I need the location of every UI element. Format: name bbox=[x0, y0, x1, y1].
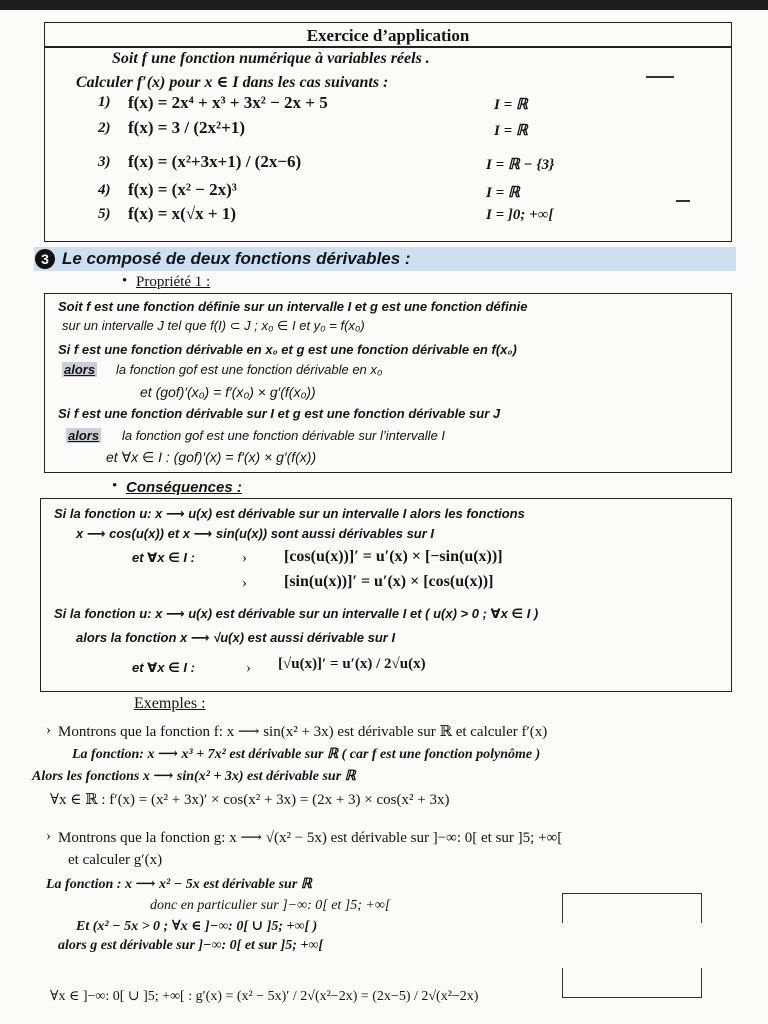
section-number: 3 bbox=[35, 249, 55, 269]
property-line-3: Si f est une fonction dérivable en x₀ et g est une fonction dérivable en f(x₀) bbox=[58, 342, 517, 357]
property-line-7: la fonction gof est une fonction dérivable sur l’intervalle I bbox=[122, 428, 446, 443]
property-alors-1: alors bbox=[64, 362, 96, 377]
item-5-number: 5) bbox=[98, 206, 111, 222]
right-dash bbox=[676, 200, 690, 202]
title-divider bbox=[44, 46, 732, 48]
side-dash bbox=[646, 76, 674, 78]
consequence-line-8: et ∀x ∈ I : bbox=[132, 660, 195, 675]
consequence-line-1: Si la fonction u: x ⟶ u(x) est dérivable sur un intervalle I alors les fonctions bbox=[54, 506, 525, 521]
consequence-arrow-3: › bbox=[246, 660, 251, 676]
consequence-line-9: [√u(x)]′ = u′(x) / 2√u(x) bbox=[278, 656, 426, 672]
example-line-10: alors g est dérivable sur ]−∞: 0[ et sur ]5; +∞[ bbox=[58, 938, 324, 953]
property-line-1: Soit f est une fonction définie sur un intervalle I et g est une fonction définie bbox=[58, 299, 528, 314]
example-line-1: Montrons que la fonction f: x ⟶ sin(x² + 3x) est dérivable sur ℝ et calculer f′(x) bbox=[58, 724, 548, 740]
property-line-6: Si f est une fonction dérivable sur I et g est une fonction dérivable sur J bbox=[58, 406, 501, 421]
top-bar bbox=[0, 0, 768, 10]
example-line-5: Montrons que la fonction g: x ⟶ √(x² − 5x) est dérivable sur ]−∞: 0[ et sur ]5; +∞[ bbox=[58, 830, 563, 846]
consequence-line-4: [cos(u(x))]′ = u′(x) × [−sin(u(x))] bbox=[284, 548, 503, 565]
item-3-expr: f(x) = (x²+3x+1) / (2x−6) bbox=[128, 152, 302, 171]
property-alors-2: alors bbox=[68, 428, 100, 443]
example-line-3: Alors les fonctions x ⟶ sin(x² + 3x) est dérivable sur ℝ bbox=[32, 769, 356, 784]
item-1-domain: I = ℝ bbox=[494, 97, 528, 113]
example-line-2: La fonction: x ⟶ x³ + 7x² est dérivable sur ℝ ( car f est une fonction polynôme ) bbox=[72, 747, 541, 762]
property-line-8: et ∀x ∈ I : (gof)′(x) = f′(x) × g′(f(x)) bbox=[106, 449, 317, 465]
exercise-task: Calculer f′(x) pour x ∈ I dans les cas suivants : bbox=[76, 74, 389, 91]
property-label: Propriété 1 : bbox=[136, 274, 211, 290]
consequence-arrow-2: › bbox=[242, 575, 247, 591]
item-5-domain: I = ]0; +∞[ bbox=[486, 207, 554, 223]
example-line-4: ∀x ∈ ℝ : f′(x) = (x² + 3x)′ × cos(x² + 3x) = (2x + 3) × cos(x² + 3x) bbox=[50, 792, 450, 808]
consequences-label: Conséquences : bbox=[126, 479, 242, 496]
example-line-6: et calculer g′(x) bbox=[68, 852, 163, 868]
consequence-line-5: [sin(u(x))]′ = u′(x) × [cos(u(x))] bbox=[284, 573, 494, 590]
consequence-line-3: et ∀x ∈ I : bbox=[132, 550, 195, 565]
item-2-number: 2) bbox=[98, 120, 111, 136]
item-4-expr: f(x) = (x² − 2x)³ bbox=[128, 180, 237, 199]
consequence-line-6: Si la fonction u: x ⟶ u(x) est dérivable sur un intervalle I et ( u(x) > 0 ; ∀x ∈ I ) bbox=[54, 606, 539, 621]
consequence-line-7: alors la fonction x ⟶ √u(x) est aussi dérivable sur I bbox=[76, 630, 396, 645]
item-3-domain: I = ℝ − {3} bbox=[486, 157, 555, 173]
example-line-9: Et (x² − 5x > 0 ; ∀x ∈ ]−∞: 0[ ∪ ]5; +∞[ ) bbox=[76, 919, 318, 934]
section-title: Le composé de deux fonctions dérivables : bbox=[62, 249, 411, 268]
examples-label: Exemples : bbox=[134, 695, 206, 712]
example-line-11: ∀x ∈ ]−∞: 0[ ∪ ]5; +∞[ : g′(x) = (x² − 5x)′ / 2√(x²−2x) = (2x−5) / 2√(x²−2x) bbox=[50, 989, 479, 1004]
consequence-arrow-1: › bbox=[242, 550, 247, 566]
item-2-expr: f(x) = 3 / (2x²+1) bbox=[128, 118, 245, 137]
item-1-expr: f(x) = 2x⁴ + x³ + 3x² − 2x + 5 bbox=[128, 93, 328, 112]
consequence-line-2: x ⟶ cos(u(x)) et x ⟶ sin(u(x)) sont aussi dérivables sur I bbox=[76, 526, 435, 541]
example-line-8: donc en particulier sur ]−∞: 0[ et ]5; +∞[ bbox=[150, 898, 391, 913]
property-line-4: la fonction gof est une fonction dérivable en x₀ bbox=[116, 362, 383, 377]
item-4-domain: I = ℝ bbox=[486, 185, 520, 201]
item-4-number: 4) bbox=[98, 182, 111, 198]
item-3-number: 3) bbox=[98, 154, 111, 170]
frame-mark-bottom bbox=[562, 968, 702, 998]
item-2-domain: I = ℝ bbox=[494, 123, 528, 139]
exercise-title: Exercice d’application bbox=[306, 26, 470, 45]
item-1-number: 1) bbox=[98, 94, 111, 110]
frame-mark-top bbox=[562, 893, 702, 923]
example-2-arrow: › bbox=[46, 828, 51, 844]
example-line-7: La fonction : x ⟶ x² − 5x est dérivable sur ℝ bbox=[46, 877, 312, 892]
item-5-expr: f(x) = x(√x + 1) bbox=[128, 204, 237, 223]
exercise-intro: Soit f une fonction numérique à variables réels . bbox=[112, 50, 430, 67]
example-1-arrow: › bbox=[46, 722, 51, 738]
property-bullet: • bbox=[122, 273, 128, 289]
property-line-5: et (gof)′(x₀) = f′(x₀) × g′(f(x₀)) bbox=[140, 384, 316, 400]
consequences-bullet: • bbox=[112, 478, 118, 494]
property-line-2: sur un intervalle J tel que f(I) ⊂ J ; x₀ ∈ I et y₀ = f(x₀) bbox=[62, 318, 365, 333]
